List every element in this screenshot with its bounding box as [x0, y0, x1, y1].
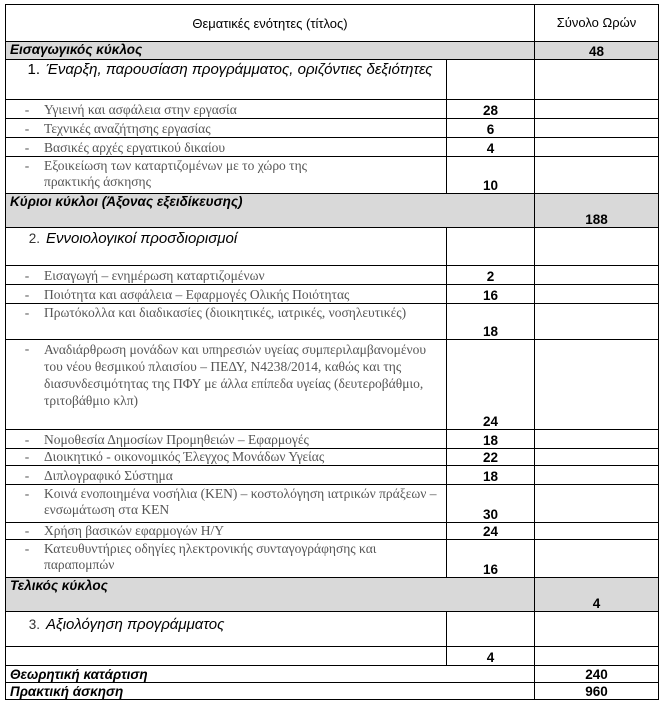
table-row: [6, 119, 659, 138]
bullet: -: [24, 121, 30, 136]
module-number: 2.: [28, 231, 40, 246]
item-text: Εισαγωγή – ενημέρωση καταρτιζομένων: [44, 268, 265, 283]
module-title: [6, 612, 447, 647]
table-row: [6, 647, 659, 666]
bullet: -: [24, 486, 30, 501]
total-cell: [535, 449, 659, 466]
summary-label: Θεωρητική κατάρτιση: [6, 666, 535, 683]
section-total: 4: [535, 578, 659, 612]
item-text: Χρήση βασικών εφαρμογών Η/Υ: [44, 523, 224, 538]
bullet: -: [24, 158, 30, 173]
bullet: -: [24, 541, 30, 556]
bullet: -: [24, 140, 30, 155]
total-cell: [535, 119, 659, 138]
bullet: -: [24, 449, 30, 464]
item-cell: [6, 119, 447, 138]
bullet: -: [24, 102, 30, 117]
module-title-text: Εννοιολογικοί προσδιορισμοί: [46, 230, 238, 247]
total-cell: [535, 340, 659, 430]
module-row-2: [6, 228, 659, 266]
module-row-1: [6, 60, 659, 100]
table-row: [6, 285, 659, 304]
module-title: [6, 228, 447, 266]
bullet: -: [24, 305, 30, 320]
section-row-intro: [6, 42, 659, 60]
table-row: [6, 430, 659, 449]
item-cell: [6, 540, 447, 578]
total-cell: [535, 285, 659, 304]
item-cell: [6, 285, 447, 304]
total-cell: [535, 60, 659, 100]
item-hours: 18: [447, 304, 535, 340]
item-cell: [6, 157, 447, 194]
section-title: Εισαγωγικός κύκλος: [6, 42, 535, 60]
hours-cell: [447, 612, 535, 647]
item-hours: 6: [447, 119, 535, 138]
table-row: [6, 266, 659, 285]
bullet: -: [24, 468, 30, 483]
summary-total: 960: [535, 683, 659, 700]
module-title-text: Αξιολόγηση προγράμματος: [46, 616, 225, 633]
item-hours: 4: [447, 138, 535, 157]
total-cell: [535, 540, 659, 578]
table-row: [6, 304, 659, 340]
item-hours: 24: [447, 523, 535, 540]
section-total: 48: [535, 42, 659, 60]
total-cell: [535, 485, 659, 523]
item-text: Βασικές αρχές εργατικού δικαίου: [44, 140, 226, 155]
table-row: [6, 466, 659, 485]
table-row: [6, 138, 659, 157]
item-text: Διοικητικό - οικονομικός Έλεγχος Μονάδων Υγείας: [44, 449, 325, 464]
module-row-3: [6, 612, 659, 647]
total-cell: [535, 266, 659, 285]
program-hours-table: [5, 4, 659, 700]
total-cell: [535, 647, 659, 666]
table-row: [6, 157, 659, 194]
item-hours: 22: [447, 449, 535, 466]
section-row-main: [6, 194, 659, 228]
item-cell: [6, 485, 447, 523]
item-text: Κατευθυντήριες οδηγίες ηλεκτρονικής συνταγογράφησης και παραπομπών: [44, 541, 377, 572]
section-title: Τελικός κύκλος: [6, 578, 535, 612]
total-cell: [535, 100, 659, 119]
hours-cell: [447, 228, 535, 266]
total-cell: [535, 430, 659, 449]
document-page: [5, 4, 659, 700]
total-cell: [535, 612, 659, 647]
item-hours: 18: [447, 430, 535, 449]
item-text: Νομοθεσία Δημοσίων Προμηθειών – Εφαρμογές: [44, 432, 309, 447]
table-row: [6, 449, 659, 466]
total-cell: [535, 138, 659, 157]
item-text: Τεχνικές αναζήτησης εργασίας: [44, 121, 211, 136]
item-cell: [6, 138, 447, 157]
item-hours: 16: [447, 540, 535, 578]
bullet: -: [24, 341, 30, 356]
table-row: [6, 485, 659, 523]
item-cell: [6, 100, 447, 119]
item-hours: 18: [447, 466, 535, 485]
item-text: Διπλογραφικό Σύστημα: [44, 468, 173, 483]
item-text: Ποιότητα και ασφάλεια – Εφαρμογές Ολικής Ποιότητας: [44, 287, 350, 302]
bullet: -: [24, 287, 30, 302]
summary-label: Πρακτική άσκηση: [6, 683, 535, 700]
section-total: 188: [535, 194, 659, 228]
total-cell: [535, 466, 659, 485]
module-number: 3.: [28, 617, 40, 632]
summary-row-practice: [6, 683, 659, 700]
item-hours: 28: [447, 100, 535, 119]
item-text: Αναδιάρθρωση μονάδων και υπηρεσιών υγείας συμπεριλαμβανομένου του νέου θεσμικού πλαισίου – ΠΕΔΥ, Ν4238/2014, καθώς και της διασυνδεσιμότητας της ΠΦΥ με άλλα επίπεδα υγείας (δευτεροβάθμιο, τριτοβάθμιο κλπ): [44, 342, 427, 408]
item-cell: [6, 340, 447, 430]
item-cell: [6, 449, 447, 466]
item-cell: [6, 304, 447, 340]
item-cell: [6, 466, 447, 485]
item-cell: [6, 647, 447, 666]
table-row: [6, 100, 659, 119]
total-cell: [535, 523, 659, 540]
item-hours: 4: [447, 647, 535, 666]
module-number: 1.: [27, 61, 40, 78]
hours-cell: [447, 60, 535, 100]
item-hours: 2: [447, 266, 535, 285]
col-header-title: Θεματικές ενότητες (τίτλος): [6, 5, 535, 42]
item-text: Πρωτόκολλα και διαδικασίες (διοικητικές, ιατρικές, νοσηλευτικές): [44, 305, 407, 320]
item-hours: 16: [447, 285, 535, 304]
bullet: -: [24, 268, 30, 283]
bullet: -: [24, 523, 30, 538]
item-cell: [6, 430, 447, 449]
table-row: [6, 523, 659, 540]
item-hours: 30: [447, 485, 535, 523]
table-row: [6, 540, 659, 578]
col-header-total: Σύνολο Ωρών: [535, 5, 659, 42]
summary-total: 240: [535, 666, 659, 683]
item-hours: 24: [447, 340, 535, 430]
module-title-text: Έναρξη, παρουσίαση προγράμματος, οριζόντιες δεξιότητες: [46, 61, 433, 78]
section-title: Κύριοι κύκλοι (Άξονας εξειδίκευσης): [6, 194, 535, 228]
total-cell: [535, 304, 659, 340]
section-row-final: [6, 578, 659, 612]
summary-row-theory: [6, 666, 659, 683]
bullet: -: [24, 432, 30, 447]
header-row: [6, 5, 659, 42]
item-cell: [6, 523, 447, 540]
item-text: Εξοικείωση των καταρτιζομένων με το χώρο της πρακτικής άσκησης: [44, 158, 308, 189]
item-cell: [6, 266, 447, 285]
module-title: [6, 60, 447, 100]
item-hours: 10: [447, 157, 535, 194]
table-row: [6, 340, 659, 430]
total-cell: [535, 228, 659, 266]
total-cell: [535, 157, 659, 194]
item-text: Υγιεινή και ασφάλεια στην εργασία: [44, 102, 237, 117]
item-text: Κοινά ενοποιημένα νοσήλια (ΚΕΝ) – κοστολόγηση ιατρικών πράξεων – ενσωμάτωση στα ΚΕΝ: [44, 486, 437, 517]
